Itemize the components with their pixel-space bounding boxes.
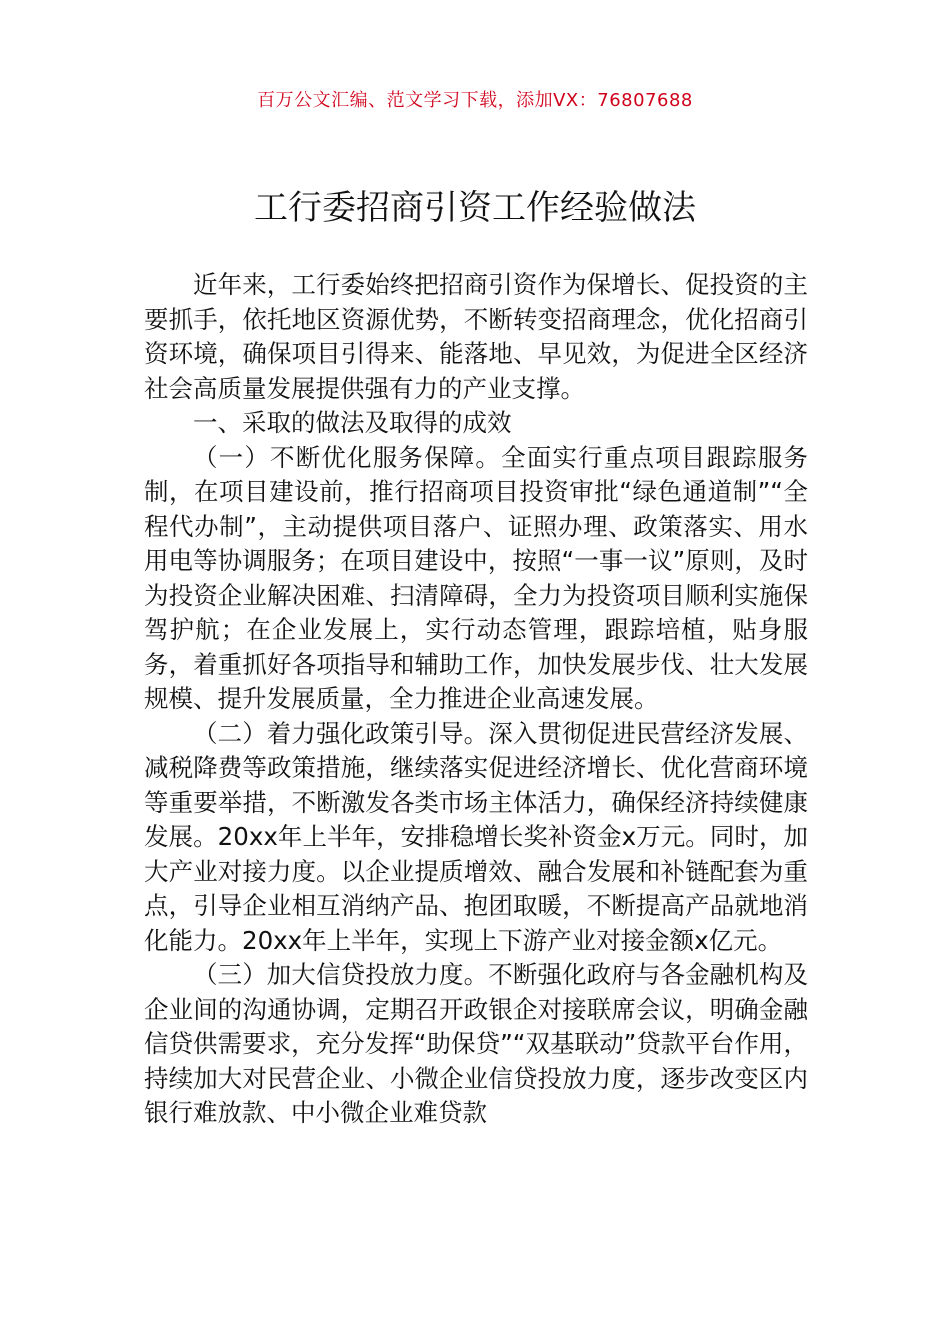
document-body — [144, 268, 808, 1131]
header-note: 百万公文汇编、范文学习下载，添加VX：76807688 — [257, 90, 693, 111]
paragraph-2: （二）着力强化政策引导。深入贯彻促进民营经济发展、减税降费等政策措施，继续落实促进经济增长、优化营商环境等重要举措，不断激发各类市场主体活力，确保经济持续健康发展。20xx年上半年，安排稳增长奖补资金x万元。同时，加大产业对接力度。以企业提质增效、融合发展和补链配套为重点，引导企业相互消纳产品、抱团取暖，不断提高产品就地消化能力。20xx年上半年，实现上下游产业对接金额x亿元。 — [144, 718, 808, 955]
intro-paragraph: 近年来，工行委始终把招商引资作为保增长、促投资的主要抓手，依托地区资源优势，不断转变招商理念，优化招商引资环境，确保项目引得来、能落地、早见效，为促进全区经济社会高质量发展提供强有力的产业支撑。 — [144, 270, 808, 403]
document-title: 工行委招商引资工作经验做法 — [254, 188, 696, 228]
paragraph-3: （三）加大信贷投放力度。不断强化政府与各金融机构及企业间的沟通协调，定期召开政银企对接联席会议，明确金融信贷供需要求，充分发挥“助保贷”“双基联动”贷款平台作用，持续加大对民营企业、小微企业信贷投放力度，逐步改变区内银行难放款、中小微企业难贷款 — [144, 960, 808, 1127]
section-heading: 一、采取的做法及取得的成效 — [193, 408, 512, 437]
paragraph-1: （一）不断优化服务保障。全面实行重点项目跟踪服务制，在项目建设前，推行招商项目投资审批“绿色通道制”“全程代办制”，主动提供项目落户、证照办理、政策落实、用水用电等协调服务；在项目建设中，按照“一事一议”原则，及时为投资企业解决困难、扫清障碍，全力为投资项目顺利实施保驾护航；在企业发展上，实行动态管理，跟踪培植，贴身服务，着重抓好各项指导和辅助工作，加快发展步伐、壮大发展规模、提升发展质量，全力推进企业高速发展。 — [144, 442, 808, 713]
